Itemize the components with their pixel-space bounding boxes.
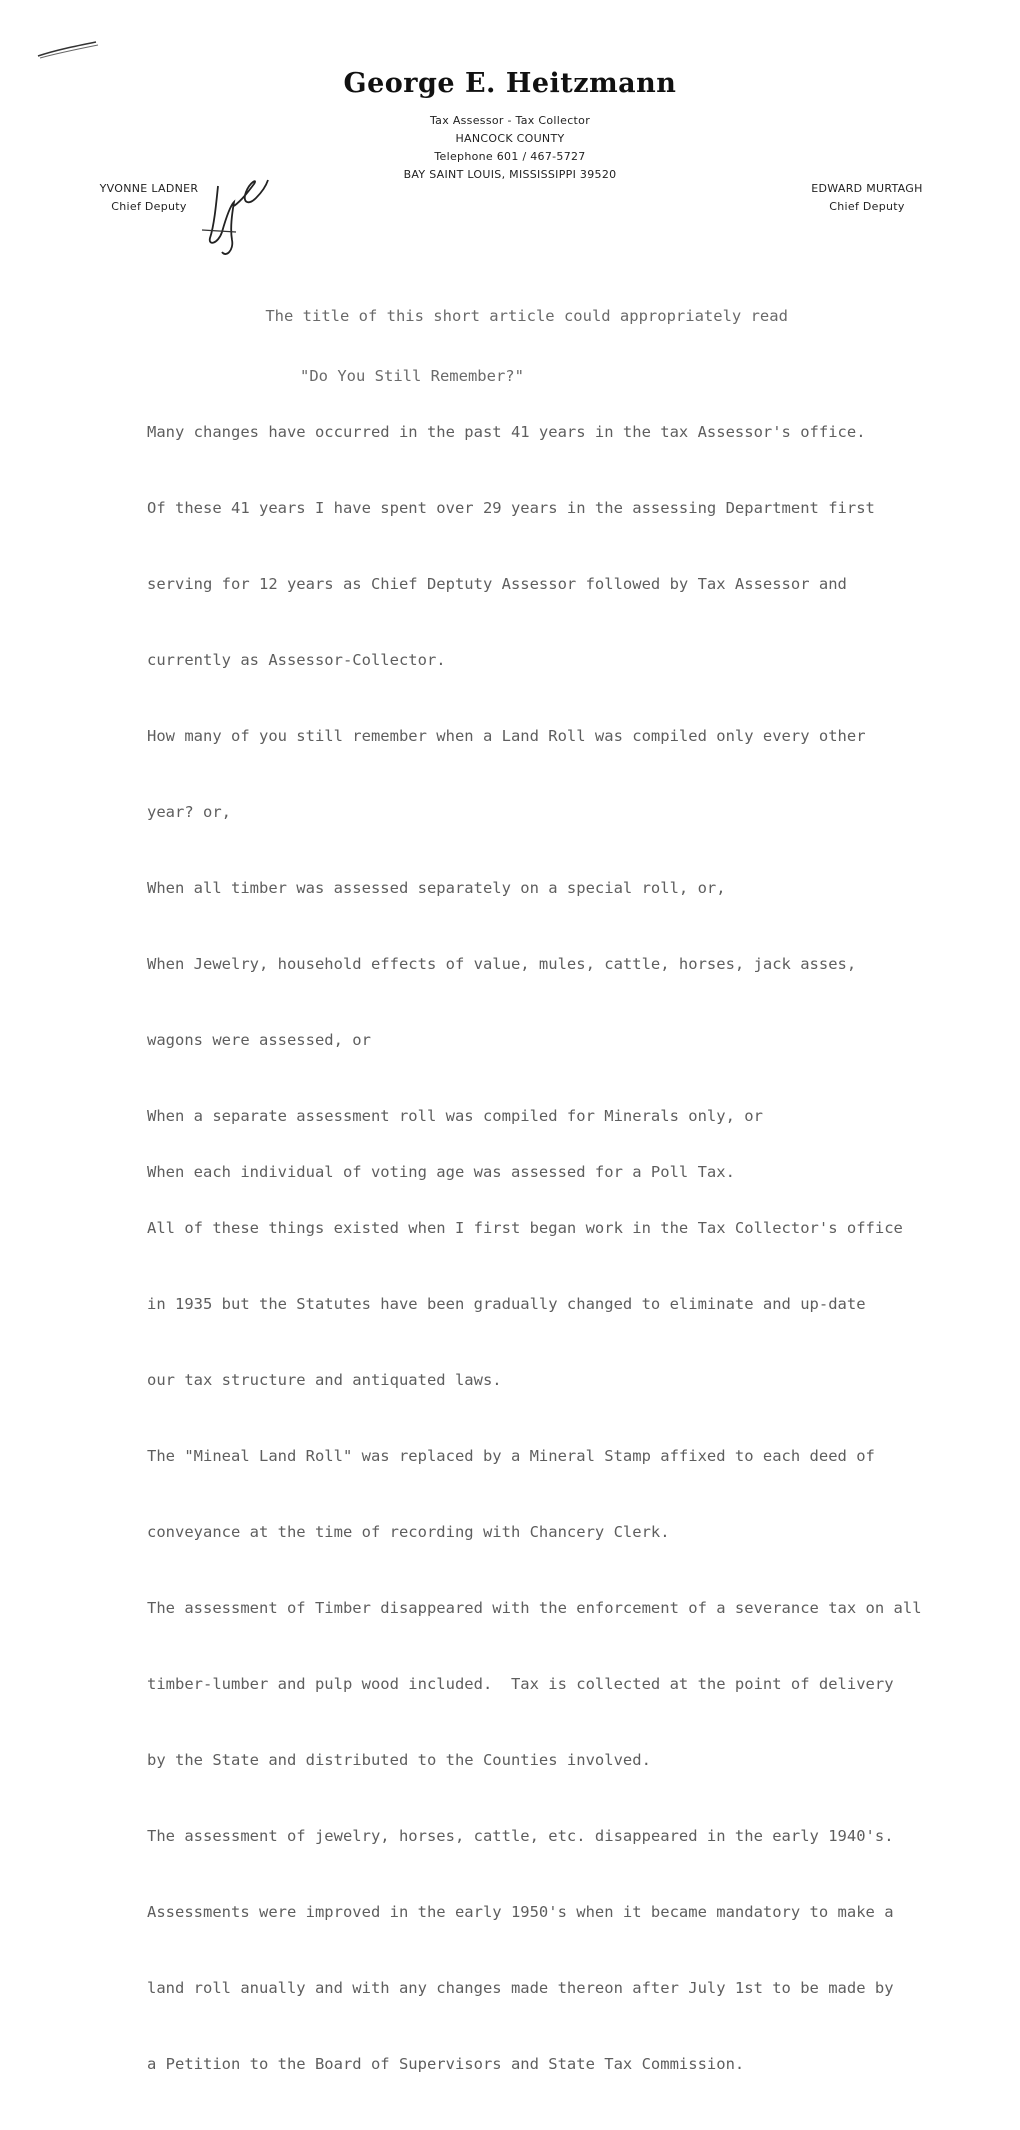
pen-stroke-mark	[36, 38, 100, 60]
body-line: year? or,	[147, 803, 231, 821]
body-line: When each individual of voting age was assessed for a Poll Tax.	[147, 1163, 735, 1181]
body-line: All of these things existed when I first began work in the Tax Collector's office	[147, 1219, 903, 1237]
body-line: in 1935 but the Statutes have been gradually changed to eliminate and up-date	[147, 1295, 866, 1313]
heading-line-2: "Do You Still Remember?"	[300, 367, 524, 385]
body-line: serving for 12 years as Chief Deptuty Assessor followed by Tax Assessor and	[147, 575, 847, 593]
letterhead-address: BAY SAINT LOUIS, MISSISSIPPI 39520	[403, 168, 617, 181]
letterhead-telephone: Telephone 601 / 467-5727	[434, 150, 586, 163]
left-deputy	[84, 180, 214, 216]
left-deputy-title: Chief Deputy	[111, 200, 187, 213]
right-deputy	[796, 180, 938, 216]
body-line: land roll anually and with any changes made thereon after July 1st to be made by	[147, 1979, 894, 1997]
body-line: How many of you still remember when a Land Roll was compiled only every other	[147, 727, 866, 745]
letterhead-name: George E. Heitzmann	[343, 68, 677, 99]
body-line: conveyance at the time of recording with Chancery Clerk.	[147, 1523, 670, 1541]
body-line: The assessment of Timber disappeared with the enforcement of a severance tax on all	[147, 1599, 922, 1617]
left-deputy-name: YVONNE LADNER	[99, 182, 199, 195]
body-line: by the State and distributed to the Counties involved.	[147, 1751, 651, 1769]
handwritten-initials	[196, 166, 276, 266]
body-line: currently as Assessor-Collector.	[147, 651, 446, 669]
body-line: our tax structure and antiquated laws.	[147, 1371, 502, 1389]
body-line: When a separate assessment roll was compiled for Minerals only, or	[147, 1107, 763, 1125]
letterhead-office: Tax Assessor - Tax Collector	[429, 114, 591, 127]
body-line: a Petition to the Board of Supervisors and State Tax Commission.	[147, 2055, 745, 2073]
letterhead-county: HANCOCK COUNTY	[455, 132, 565, 145]
body-line: The "Mineal Land Roll" was replaced by a Mineral Stamp affixed to each deed of	[147, 1447, 875, 1465]
body-line: wagons were assessed, or	[147, 1031, 371, 1049]
body-line: Of these 41 years I have spent over 29 years in the assessing Department first	[147, 499, 875, 517]
body-line: When Jewelry, household effects of value, mules, cattle, horses, jack asses,	[147, 955, 857, 973]
right-deputy-name: EDWARD MURTAGH	[811, 182, 923, 195]
body-line: timber-lumber and pulp wood included. Tax is collected at the point of delivery	[147, 1675, 894, 1693]
body-line: Many changes have occurred in the past 41 years in the tax Assessor's office.	[147, 423, 866, 441]
heading-line-1: The title of this short article could appropriately read	[265, 307, 788, 325]
body-line: The assessment of jewelry, horses, cattle, etc. disappeared in the early 1940's.	[147, 1827, 894, 1845]
body-line: When all timber was assessed separately on a special roll, or,	[147, 879, 726, 897]
article-body	[147, 386, 997, 2130]
letterhead	[330, 68, 690, 184]
body-line: Assessments were improved in the early 1950's when it became mandatory to make a	[147, 1903, 894, 1921]
right-deputy-title: Chief Deputy	[829, 200, 905, 213]
